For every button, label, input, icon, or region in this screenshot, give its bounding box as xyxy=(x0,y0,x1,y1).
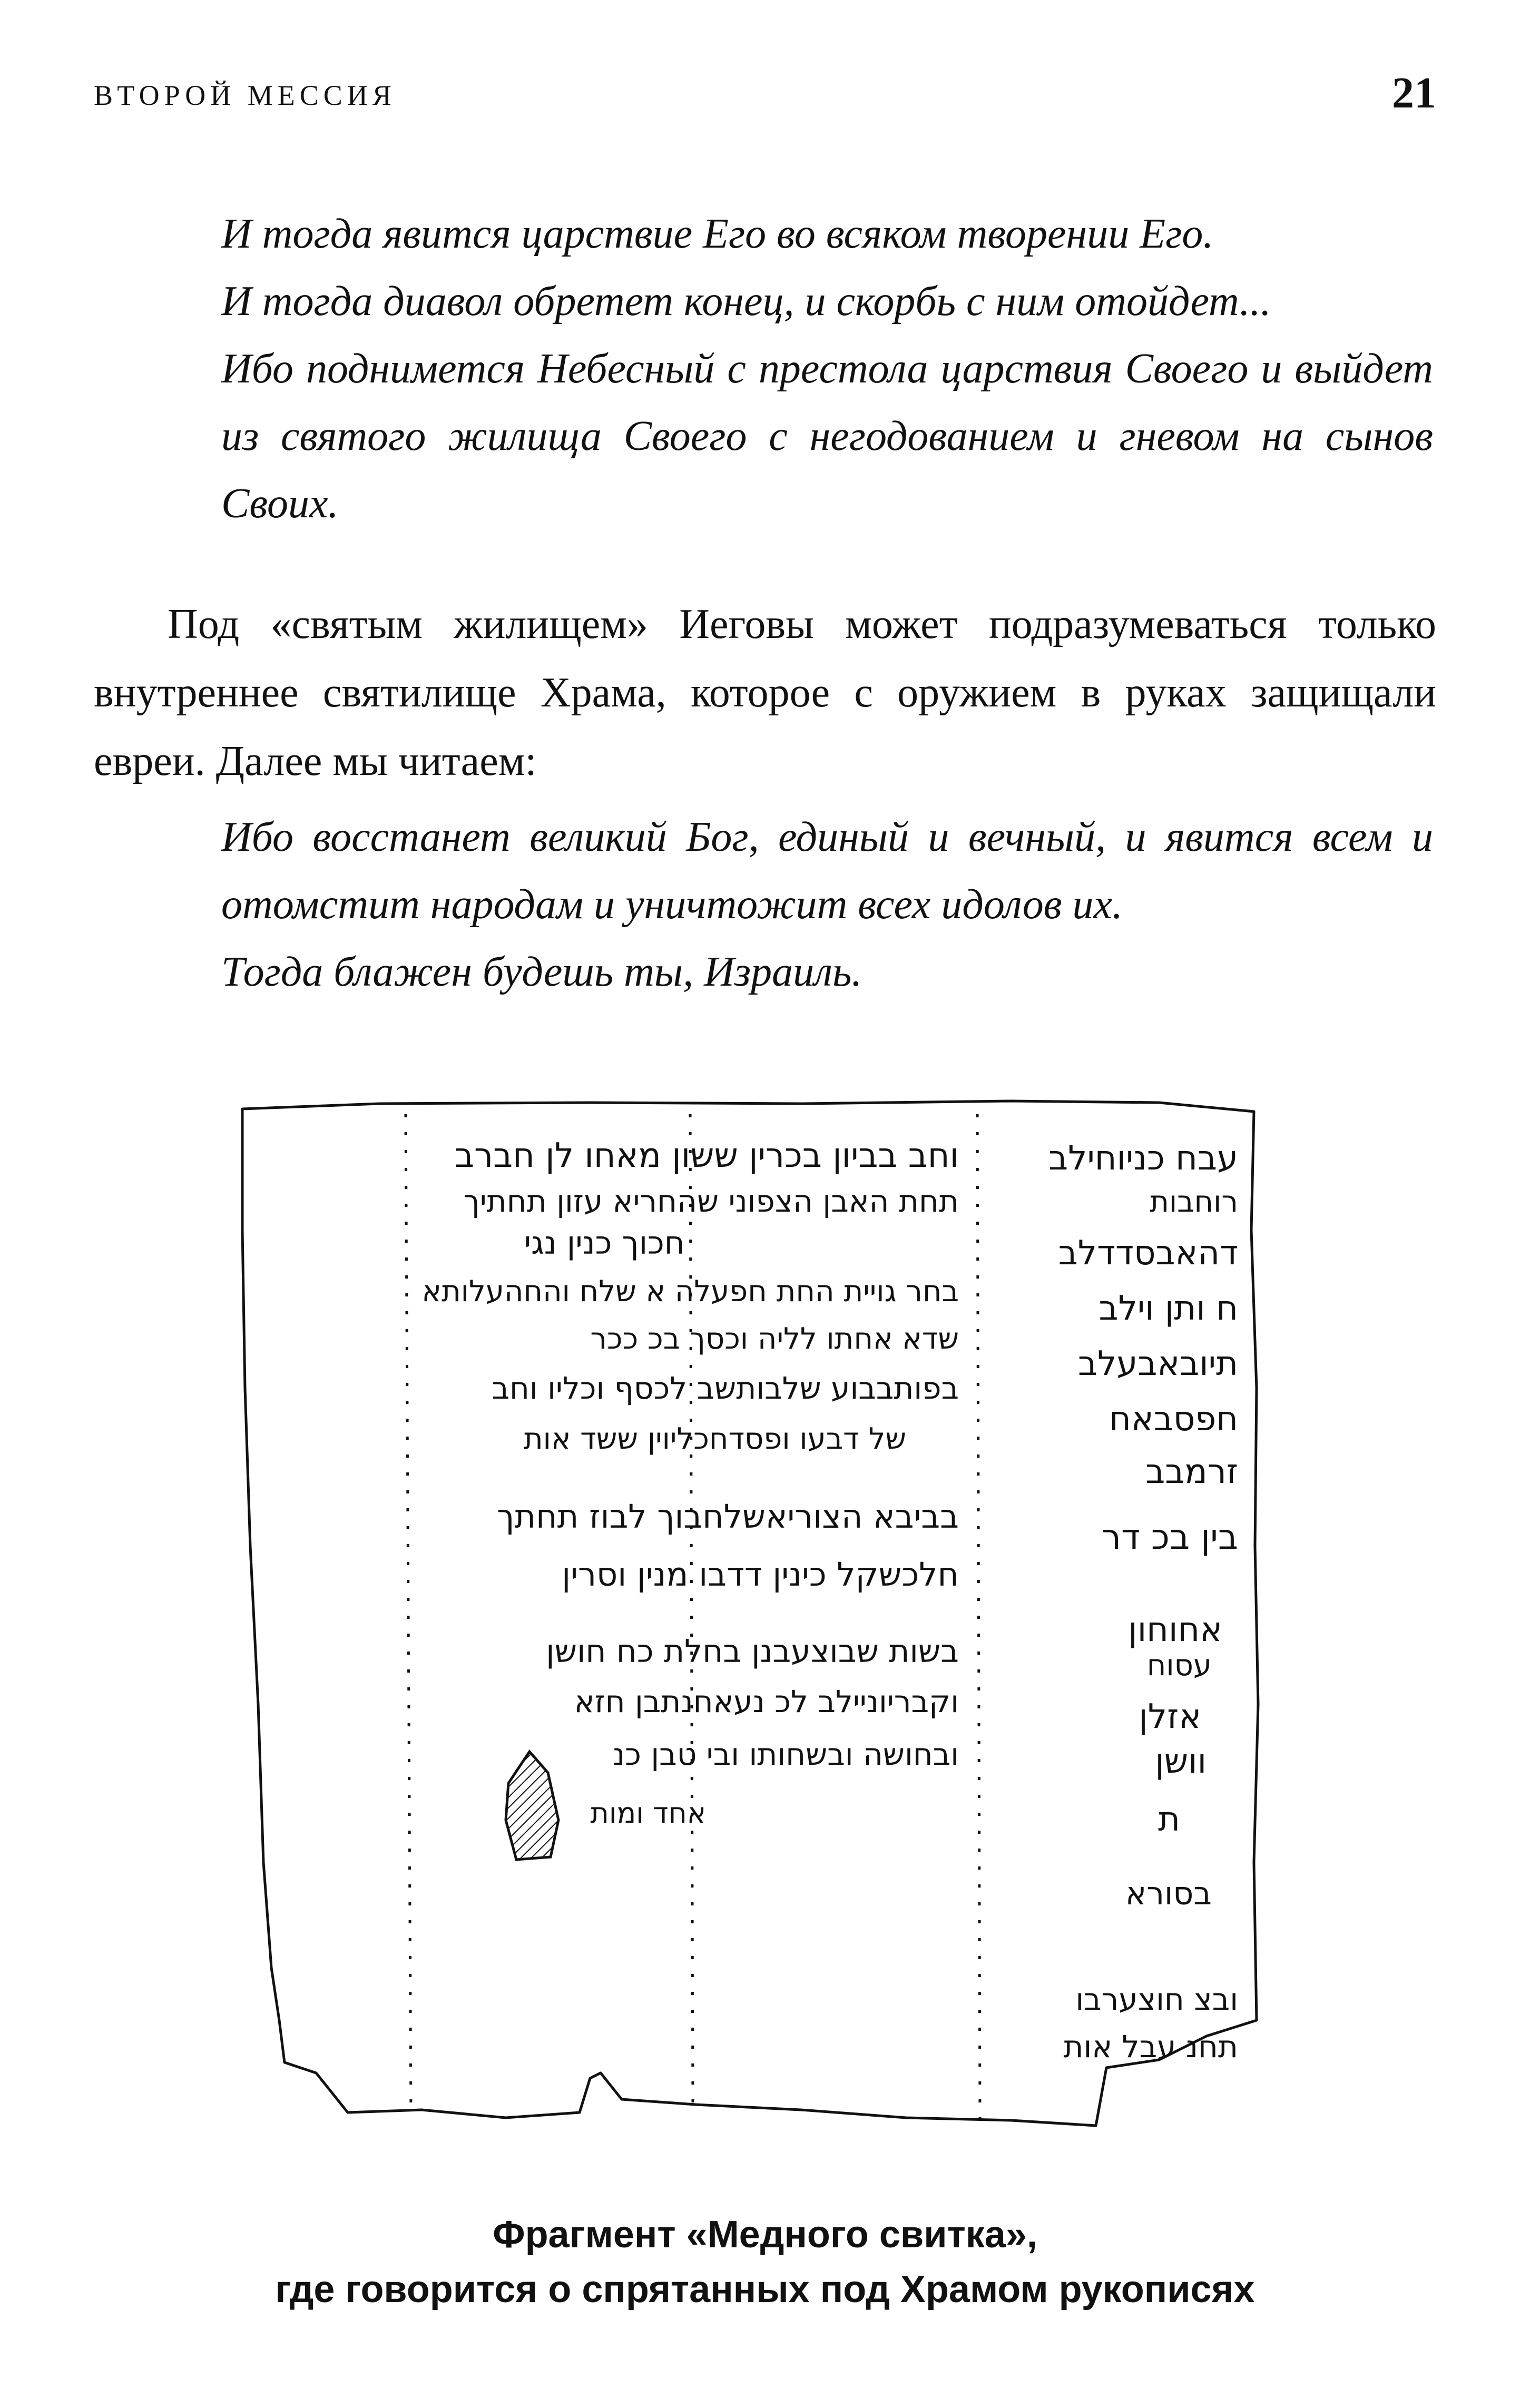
scroll-line: דהאבסדדלב xyxy=(1058,1234,1238,1273)
scroll-line: אחוחון xyxy=(1128,1610,1222,1649)
quote-block-1 xyxy=(221,200,1433,537)
scroll-line: תחנ עבל אות xyxy=(1063,2029,1238,2065)
copper-scroll-figure xyxy=(221,1072,1275,2147)
scroll-line: חכוך כנין נגי xyxy=(524,1225,685,1262)
figure-caption xyxy=(94,2207,1436,2317)
scroll-line: בסורא xyxy=(1125,1875,1212,1912)
scroll-line: בשות שבוצעבנן בחלת כח חושן xyxy=(546,1633,959,1670)
caption-line-2: где говорится о спрятанных под Храмом рукописях xyxy=(275,2268,1255,2311)
scroll-hole xyxy=(506,1752,558,1860)
scroll-line: אחד ומות xyxy=(590,1796,706,1830)
quote-line: И тогда явится царствие Его во всяком творении Его. xyxy=(221,211,1214,257)
scroll-line: אזלן xyxy=(1139,1697,1201,1736)
page-number: 21 xyxy=(1392,68,1436,117)
caption-line-1: Фрагмент «Медного свитка», xyxy=(493,2214,1037,2256)
quote-line: И тогда диавол обретет конец, и скорбь с ним отойдет... xyxy=(221,278,1271,325)
scroll-line: עבח כניוחילב xyxy=(1048,1139,1238,1178)
quote-block-2 xyxy=(221,803,1433,1006)
quote-line: Ибо восстанет великий Бог, единый и вечный, и явится всем и отомстит народам и уничтожит всех идолов их. xyxy=(221,814,1433,928)
fold-line xyxy=(977,1114,980,2120)
fold-line xyxy=(690,1114,693,2105)
running-head: ВТОРОЙ МЕССИЯ xyxy=(94,80,396,111)
scroll-line: וושן xyxy=(1155,1742,1207,1781)
scroll-line: וחב בביון בכרין ששון מאחו לן חברב xyxy=(454,1136,959,1175)
scroll-line: ובחושה ובשחותו ובי טבן כנ xyxy=(613,1736,959,1772)
scroll-line: עסוח xyxy=(1146,1648,1212,1683)
scroll-line: בביבא הצוריאשלחבוך לבוז תחתך xyxy=(497,1497,959,1536)
scroll-line: ח ותן וילב xyxy=(1099,1289,1238,1328)
scroll-line: זרמבב xyxy=(1145,1452,1238,1491)
scroll-line: של דבעו ופסדחכליוין ששד אות xyxy=(523,1422,906,1456)
fold-line xyxy=(406,1114,411,2112)
scroll-line: בפותבבוע שלבותשב לכסף וכליו וחב xyxy=(492,1370,959,1406)
body-paragraph: Под «святым жилищем» Иеговы может подразумеваться только внутреннее святилище Храма, которое с оружием в руках защищали евреи. Далее мы читаем: xyxy=(94,601,1436,784)
scroll-line: חלכשקל כינין דדבו מנין וסרין xyxy=(562,1555,959,1594)
scroll-line: חפסבאח xyxy=(1109,1400,1238,1439)
scroll-line: רוחבות xyxy=(1150,1185,1238,1219)
scroll-drawing xyxy=(221,1072,1275,2147)
scroll-line: ובצ חוצערבו xyxy=(1075,1981,1238,2017)
quote-line: Тогда блажен будешь ты, Израиль. xyxy=(221,949,862,995)
scroll-line: שדא אחתו לליה וכסך בכ ככר xyxy=(590,1322,959,1356)
scroll-line: תיובאבעלב xyxy=(1077,1344,1238,1383)
quote-line: Ибо поднимется Небесный с престола царствия Своего и выйдет из святого жилища Своего с негодованием и гневом на сынов Своих. xyxy=(221,346,1433,527)
scroll-line: בחר גויית החת חפעלה א שלח והחהעלותא xyxy=(421,1274,959,1309)
scroll-line: בין בכ דר xyxy=(1101,1517,1238,1557)
scroll-line: תחת האבן הצפוני שהחריא עזון תחתיך xyxy=(463,1183,959,1219)
scroll-right-column xyxy=(1048,1139,1238,2065)
scroll-line: ת xyxy=(1158,1800,1180,1839)
scroll-line: וקבריוניילב לכ נעאחנתבן חזא xyxy=(574,1684,959,1719)
